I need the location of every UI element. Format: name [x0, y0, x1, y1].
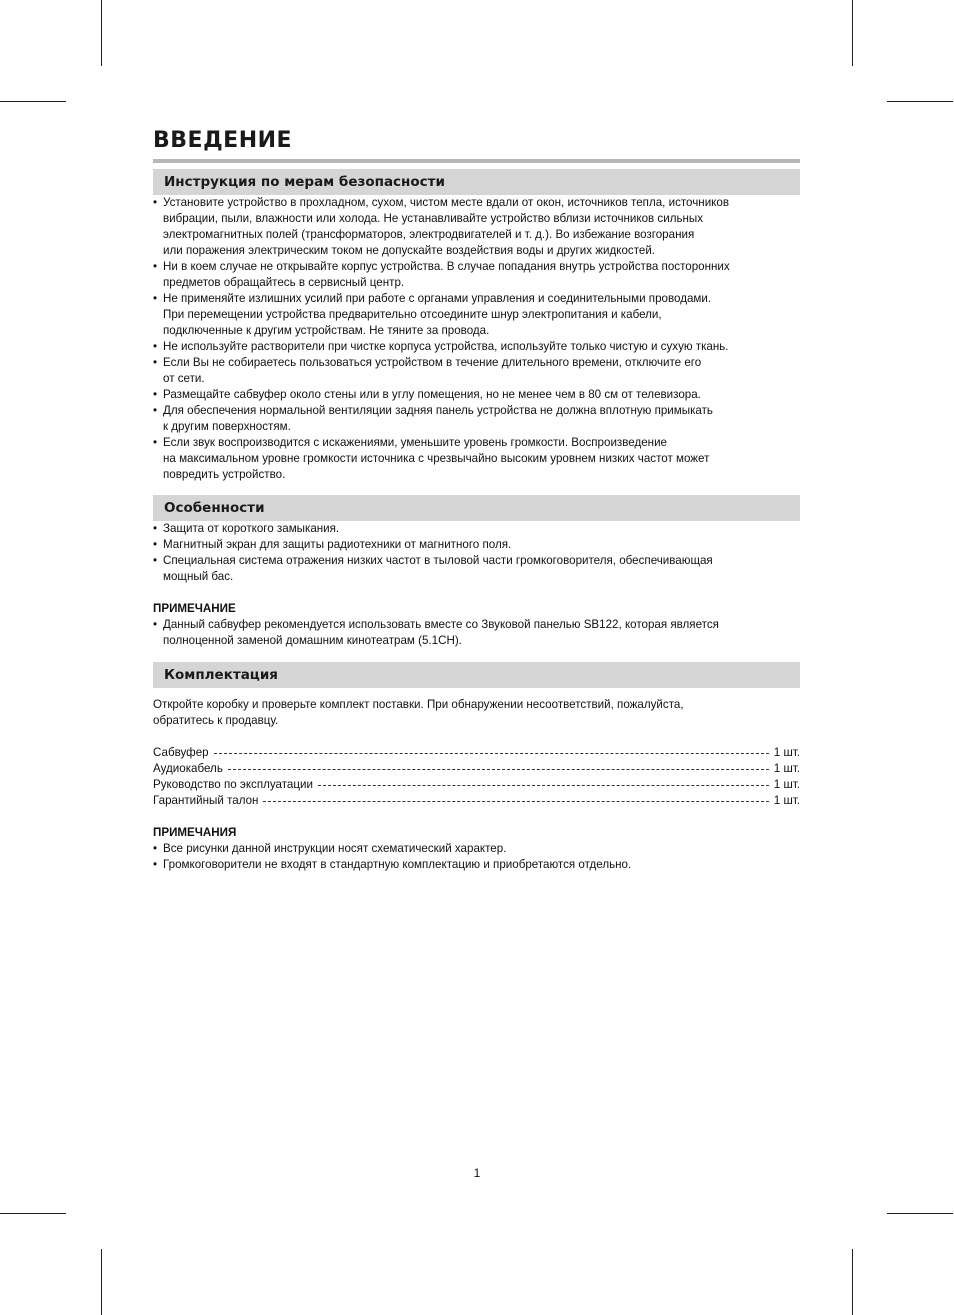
text-line: предметов обращайтесь в сервисный центр. [163, 276, 405, 289]
title-divider [153, 159, 800, 163]
item-quantity: 1 шт. [773, 794, 800, 807]
list-item [153, 435, 800, 483]
leader-dots [318, 785, 769, 786]
text-line: Для обеспечения нормальной вентиляции задняя панель устройства не должна вплотную примыкать [163, 404, 713, 417]
list-item [153, 259, 800, 291]
item-name: Сабвуфер [153, 746, 209, 759]
text-line: полноценной заменой домашним кинотеатрам (5.1CH). [163, 634, 462, 647]
list-item [153, 521, 800, 537]
item-name: Руководство по эксплуатации [153, 778, 313, 791]
list-item [153, 841, 800, 857]
list-item [153, 403, 800, 435]
text-line: или поражения электрическим током не допускайте воздействия воды и других жидкостей. [163, 244, 656, 257]
text-line: Все рисунки данной инструкции носят схематический характер. [163, 842, 507, 855]
crop-mark [887, 101, 953, 102]
list-item [153, 617, 800, 649]
text-line: повредить устройство. [163, 468, 286, 481]
leader-dots [228, 769, 769, 770]
note-list [153, 617, 800, 649]
item-quantity: 1 шт. [773, 746, 800, 759]
item-quantity: 1 шт. [773, 762, 800, 775]
text-line: мощный бас. [163, 570, 234, 583]
section-heading-safety: Инструкция по мерам безопасности [153, 169, 800, 195]
text-line: Не применяйте излишних усилий при работе с органами управления и соединительными проводами. [163, 292, 712, 305]
note-heading: ПРИМЕЧАНИЕ [153, 602, 236, 615]
list-item [153, 195, 800, 259]
text-line: Не используйте растворители при чистке корпуса устройства, используйте только чистую и сухую ткань. [163, 340, 729, 353]
text-line: обратитесь к продавцу. [153, 714, 279, 727]
item-name: Гарантийный талон [153, 794, 259, 807]
text-line: к другим поверхностям. [163, 420, 291, 433]
crop-mark [852, 1249, 853, 1315]
crop-mark [887, 1213, 953, 1214]
text-line: Магнитный экран для защиты радиотехники от магнитного поля. [163, 538, 512, 551]
features-list [153, 521, 800, 585]
crop-mark [101, 1249, 102, 1315]
text-line: Размещайте сабвуфер около стены или в углу помещения, но не менее чем в 80 см от телевизора. [163, 388, 701, 401]
list-item [153, 553, 800, 585]
text-line: Откройте коробку и проверьте комплект поставки. При обнаружении несоответствий, пожалуйста, [153, 698, 684, 711]
list-item [153, 537, 800, 553]
text-line: Ни в коем случае не открывайте корпус устройства. В случае попадания внутрь устройства посторонних [163, 260, 730, 273]
package-item [153, 761, 800, 777]
crop-mark [101, 0, 102, 66]
text-line: вибрации, пыли, влажности или холода. Не устанавливайте устройство вблизи источников сильных [163, 212, 704, 225]
page-number: 1 [473, 1166, 481, 1180]
page-content [153, 126, 800, 873]
text-line: Громкоговорители не входят в стандартную комплектацию и приобретаются отдельно. [163, 858, 632, 871]
text-line: Если Вы не собираетесь пользоваться устройством в течение длительного времени, отключите его [163, 356, 702, 369]
item-name: Аудиокабель [153, 762, 223, 775]
list-item [153, 387, 800, 403]
text-line: Установите устройство в прохладном, сухом, чистом месте вдали от окон, источников тепла, источников [163, 196, 729, 209]
package-contents [153, 745, 800, 809]
list-item [153, 291, 800, 339]
text-line: Если звук воспроизводится с искажениями, уменьшите уровень громкости. Воспроизведение [163, 436, 667, 449]
notes-heading: ПРИМЕЧАНИЯ [153, 826, 237, 839]
text-line: электромагнитных полей (трансформаторов, электродвигателей и т. д.). Во избежание возгорания [163, 228, 695, 241]
package-intro [153, 697, 800, 729]
text-line: подключенные к другим устройствам. Не тяните за провода. [163, 324, 490, 337]
list-item [153, 355, 800, 387]
item-quantity: 1 шт. [773, 778, 800, 791]
text-line: При перемещении устройства предварительно отсоедините шнур электропитания и кабели, [163, 308, 662, 321]
crop-mark [852, 0, 853, 66]
section-heading-features: Особенности [153, 495, 800, 521]
page-title: ВВЕДЕНИЕ [153, 128, 293, 153]
text-line: на максимальном уровне громкости источника с чрезвычайно высоким уровнем низких частот может [163, 452, 710, 465]
list-item [153, 857, 800, 873]
safety-list [153, 195, 800, 483]
package-item [153, 793, 800, 809]
text-line: Специальная система отражения низких частот в тыловой части громкоговорителя, обеспечивающая [163, 554, 713, 567]
text-line: Данный сабвуфер рекомендуется использовать вместе со Звуковой панелью SB122, которая является [163, 618, 719, 631]
package-item [153, 777, 800, 793]
notes-list [153, 841, 800, 873]
package-item [153, 745, 800, 761]
list-item [153, 339, 800, 355]
crop-mark [0, 101, 66, 102]
section-heading-package: Комплектация [153, 662, 800, 688]
text-line: от сети. [163, 372, 205, 385]
crop-mark [0, 1213, 66, 1214]
leader-dots [214, 753, 769, 754]
text-line: Защита от короткого замыкания. [163, 522, 340, 535]
leader-dots [263, 801, 768, 802]
